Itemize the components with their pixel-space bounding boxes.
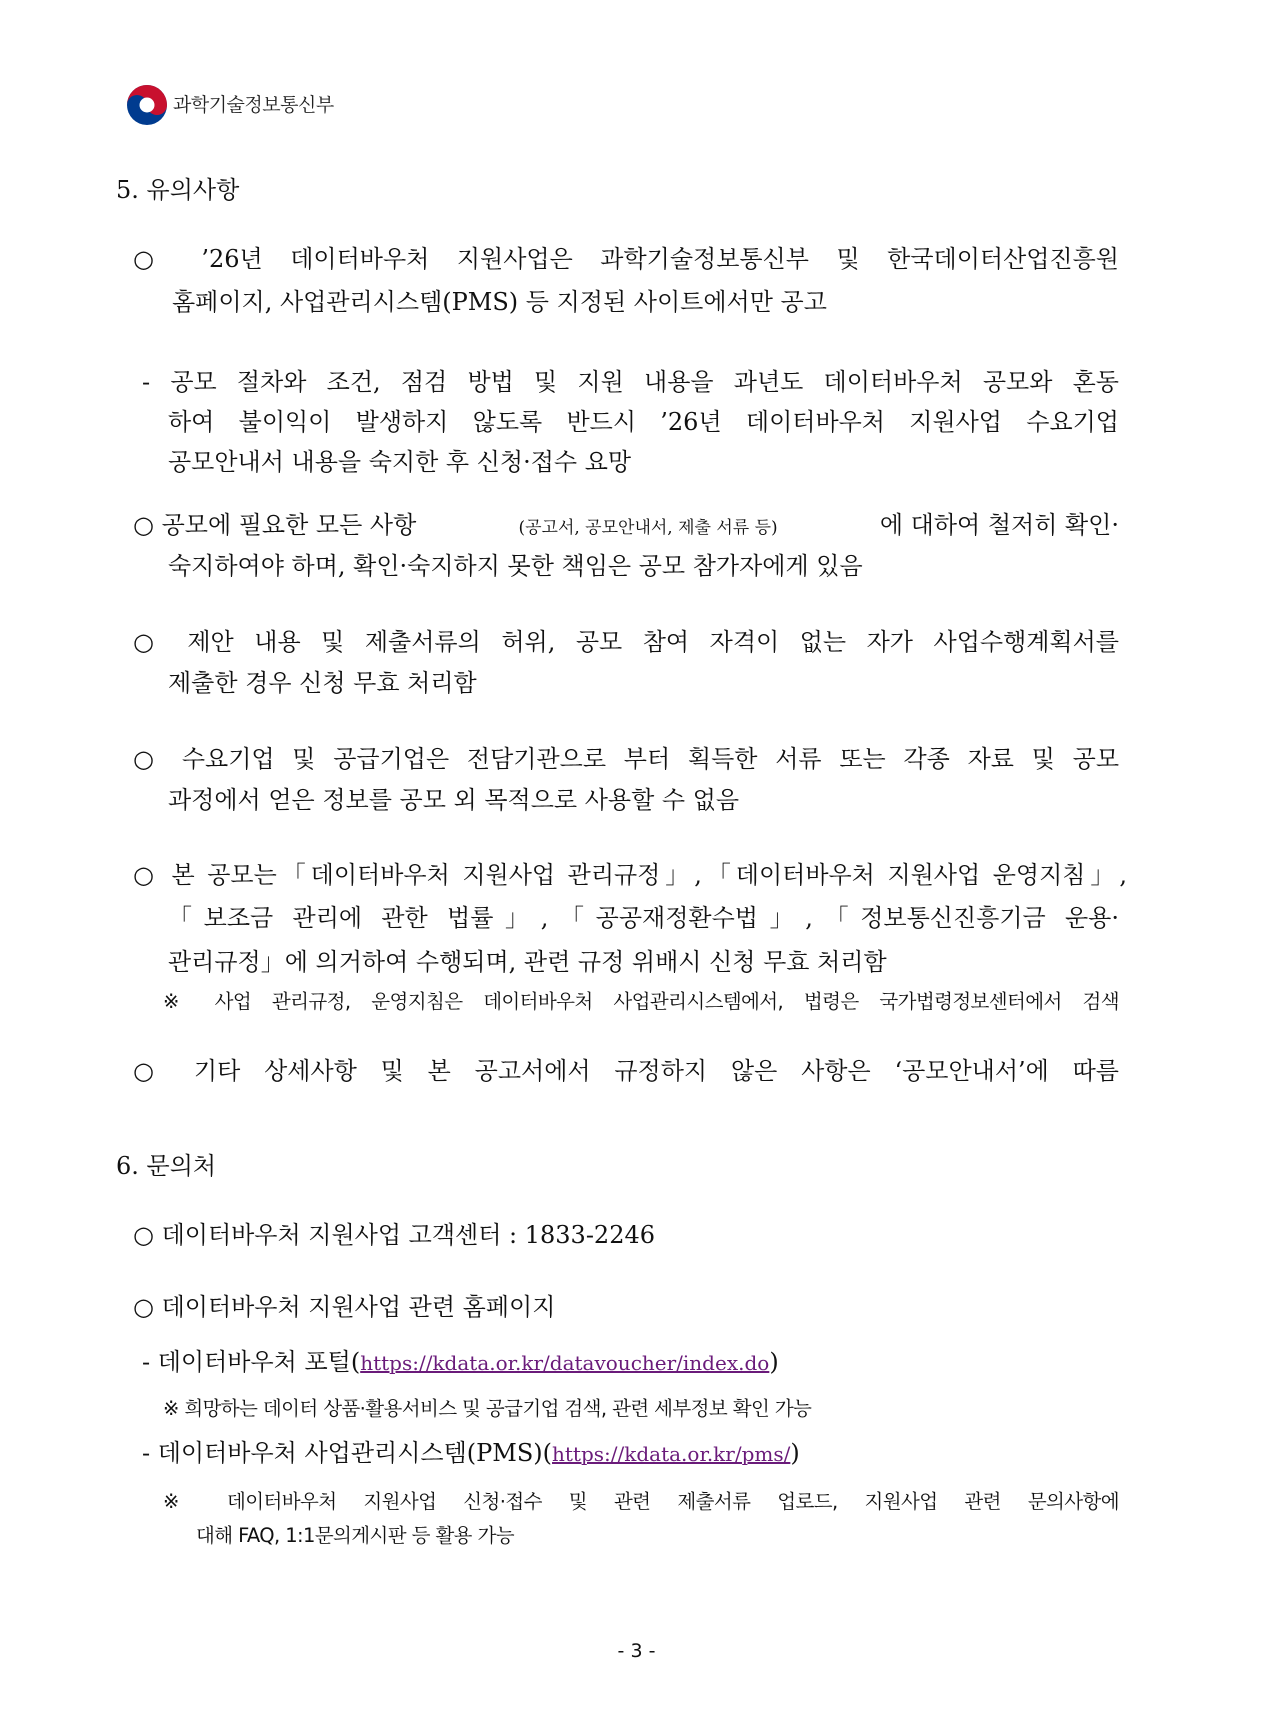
section5-item6: ○ 기타 상세사항 및 본 공고서에서 규정하지 않은 사항은 ‘공모안내서’에 따름 (133, 1057, 1119, 1085)
section5-item2-line1 (133, 509, 1119, 544)
section5-item2-line2: 숙지하여야 하며, 확인·숙지하지 못한 책임은 공모 참가자에게 있음 (168, 552, 863, 580)
portal-link[interactable]: https://kdata.or.kr/datavoucher/index.do (360, 1351, 770, 1375)
section6-title: 6. 문의처 (116, 1152, 217, 1180)
section5-sub1-line2: 하여 불이익이 발생하지 않도록 반드시 ’26년 데이터바우처 지원사업 수요기업 (168, 408, 1119, 436)
pms-note-line1: ※ 데이터바우처 지원사업 신청·접수 및 관련 제출서류 업로드, 지원사업 관련 문의사항에 (163, 1490, 1119, 1513)
section5-sub1-line1: - 공모 절차와 조건, 점검 방법 및 지원 내용을 과년도 데이터바우처 공모와 혼동 (142, 368, 1119, 396)
section5-item3-line2: 제출한 경우 신청 무효 처리함 (168, 669, 477, 697)
section5-item5-line2: 「보조금 관리에 관한 법률」,「공공재정환수법」,「정보통신진흥기금 운용· (168, 904, 1119, 932)
section5-item2-small-note: (공고서, 공모안내서, 제출 서류 등) (518, 518, 778, 538)
section6-portal-line (142, 1346, 779, 1379)
section6-helpdesk: ○ 데이터바우처 지원사업 고객센터 : 1833-2246 (133, 1221, 656, 1249)
section5-item5-line3: 관리규정」에 의거하여 수행되며, 관련 규정 위배시 신청 무효 처리함 (168, 948, 887, 976)
section6-homepage-heading: ○ 데이터바우처 지원사업 관련 홈페이지 (133, 1293, 556, 1321)
pms-close-paren: ) (790, 1439, 800, 1467)
ministry-logo (125, 83, 335, 123)
section5-item5-note: ※ 사업 관리규정, 운영지침은 데이터바우처 사업관리시스템에서, 법령은 국가법령정보센터에서 검색 (163, 990, 1119, 1013)
section5-title: 5. 유의사항 (116, 176, 240, 204)
section5-item1-line2: 홈페이지, 사업관리시스템(PMS) 등 지정된 사이트에서만 공고 (172, 288, 827, 316)
taegeuk-emblem-icon (125, 83, 169, 127)
pms-note-line2: 대해 FAQ, 1:1문의게시판 등 활용 가능 (196, 1524, 514, 1547)
pms-link[interactable]: https://kdata.or.kr/pms/ (552, 1442, 791, 1466)
section5-item4-line2: 과정에서 얻은 정보를 공모 외 목적으로 사용할 수 없음 (168, 786, 740, 814)
pms-label: - 데이터바우처 사업관리시스템(PMS)( (142, 1439, 553, 1467)
page-number: - 3 - (617, 1640, 656, 1662)
section5-item1-line1: ○ ’26년 데이터바우처 지원사업은 과학기술정보통신부 및 한국데이터산업진흥원 (133, 245, 1119, 273)
portal-close-paren: ) (769, 1348, 779, 1376)
section5-item5-line1: ○ 본 공모는「데이터바우처 지원사업 관리규정」,「데이터바우처 지원사업 운영지침」, (133, 861, 1127, 889)
portal-label: - 데이터바우처 포털( (142, 1348, 361, 1376)
section6-pms-line (142, 1437, 800, 1470)
section5-item2-text-b: 에 대하여 철저히 확인· (879, 511, 1119, 539)
section5-sub1-line3: 공모안내서 내용을 숙지한 후 신청·접수 요망 (168, 448, 632, 476)
portal-note: ※ 희망하는 데이터 상품·활용서비스 및 공급기업 검색, 관련 세부정보 확인 가능 (163, 1397, 812, 1420)
section5-item4-line1: ○ 수요기업 및 공급기업은 전담기관으로 부터 획득한 서류 또는 각종 자료 및 공모 (133, 745, 1119, 773)
ministry-name: 과학기술정보통신부 (173, 94, 334, 116)
section5-item3-line1: ○ 제안 내용 및 제출서류의 허위, 공모 참여 자격이 없는 자가 사업수행계획서를 (133, 628, 1119, 656)
section5-item2-text-a: ○ 공모에 필요한 모든 사항 (133, 511, 417, 539)
